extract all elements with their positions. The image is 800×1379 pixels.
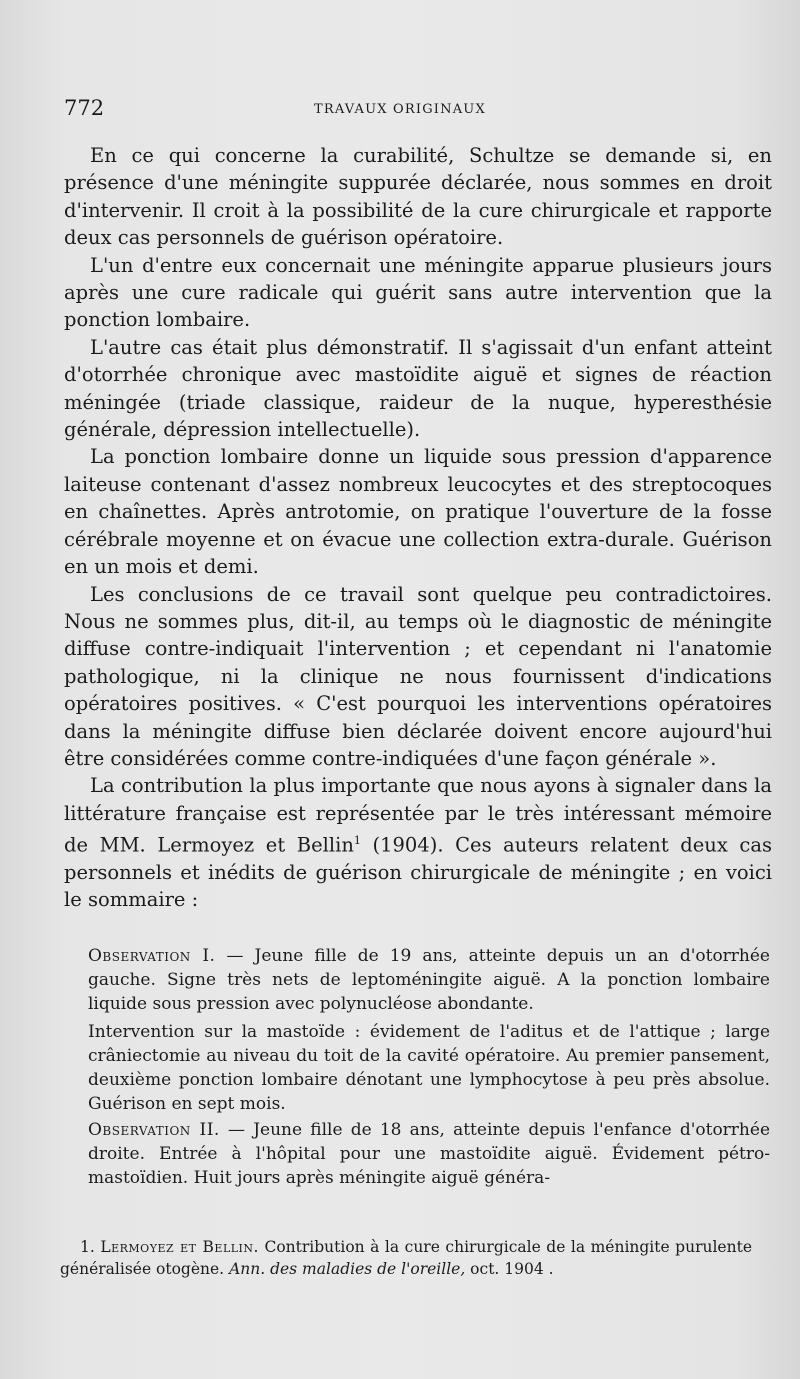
footnote-title: Contribution à la cure chirurgicale de la méningite purulente généralisée otogène. bbox=[60, 1238, 752, 1278]
observation-1-followup: Intervention sur la mastoïde : évidement de l'aditus et de l'attique ; large crâniectomie au niveau du toit de la cavité opératoire. Au premier pansement, deuxième ponction lombaire dénotant une lymphocytose à peu près absolue. Guérison en sept mois. bbox=[88, 1022, 770, 1114]
paragraph-premier-cas: L'un d'entre eux concernait une méningite apparue plusieurs jours après une cure radicale qui guérit sans autre intervention que la ponction lombaire. bbox=[64, 253, 772, 332]
contribution-text-cont: (1904). Ces auteurs relatent deux cas personnels et inédits de guérison chirurgicale de méningite ; en voici le sommaire : bbox=[64, 833, 772, 912]
footnote-date: oct. 1904 . bbox=[465, 1260, 554, 1278]
paragraph-conclusions: Les conclusions de ce travail sont quelque peu contradictoires. Nous ne sommes plus, dit-il, au temps où le diagnostic de méningite diffuse contre-indiquait l'intervention ; et cependant ni l'anatomie pathologique, ni la clinique ne nous fournissent d'indications opératoires positives. « C'est pourquoi les interventions opératoires dans la méningite diffuse bien déclarée doivent encore aujourd'hui être considérées comme contre-indiquées d'une façon générale ». bbox=[64, 582, 772, 770]
page-header bbox=[64, 96, 764, 126]
running-title: TRAVAUX ORIGINAUX bbox=[314, 102, 486, 117]
contribution-text: La contribution la plus importante que nous ayons à signaler dans la littérature française est représentée par le très intéressant mémoire de MM. Lermoyez et Bellin bbox=[64, 774, 772, 857]
main-text bbox=[64, 142, 772, 914]
observation-1-label: Observation I. bbox=[88, 946, 216, 966]
observation-2 bbox=[88, 1118, 770, 1190]
paragraph-second-cas: L'autre cas était plus démonstratif. Il s'agissait d'un enfant atteint d'otorrhée chronique avec mastoïdite aiguë et signes de réaction méningée (triade classique, raideur de la nuque, hyperesthésie générale, dépression intellectuelle). bbox=[64, 335, 772, 442]
footnote-text bbox=[60, 1236, 752, 1280]
observation-2-text: — Jeune fille de 18 ans, atteinte depuis l'enfance d'otorrhée droite. Entrée à l'hôpital pour une mastoïdite aiguë. Évidement pétro-mastoïdien. Huit jours après méningite aiguë généra- bbox=[88, 1120, 771, 1188]
paragraph-curabilite: En ce qui concerne la curabilité, Schultze se demande si, en présence d'une méningite suppurée déclarée, nous sommes en droit d'intervenir. Il croit à la possibilité de la cure chirurgicale et rapporte deux cas personnels de guérison opératoire. bbox=[64, 144, 772, 250]
footnote-number: 1. bbox=[80, 1238, 95, 1256]
page-number: 772 bbox=[64, 96, 105, 120]
observations-block bbox=[88, 944, 770, 1190]
paragraph-contribution bbox=[64, 772, 772, 914]
observation-2-label: Observation II. bbox=[88, 1120, 220, 1140]
footnote-ref[interactable]: 1 bbox=[353, 834, 361, 848]
observation-1-text: — Jeune fille de 19 ans, atteinte depuis un an d'otorrhée gauche. Signe très nets de leptoméningite aiguë. A la ponction lombaire liquide sous pression avec polynucléose abondante. bbox=[88, 946, 770, 1014]
paragraph-ponction: La ponction lombaire donne un liquide sous pression d'apparence laiteuse contenant d'assez nombreux leucocytes et des streptocoques en chaînettes. Après antrotomie, on pratique l'ouverture de la fosse cérébrale moyenne et on évacue une collection extra-durale. Guérison en un mois et demi. bbox=[64, 445, 772, 579]
footnote bbox=[60, 1236, 752, 1280]
footnote-authors: Lermoyez et Bellin. bbox=[100, 1238, 259, 1256]
footnote-journal: Ann. des maladies de l'oreille, bbox=[229, 1260, 466, 1278]
observation-1 bbox=[88, 944, 770, 1016]
